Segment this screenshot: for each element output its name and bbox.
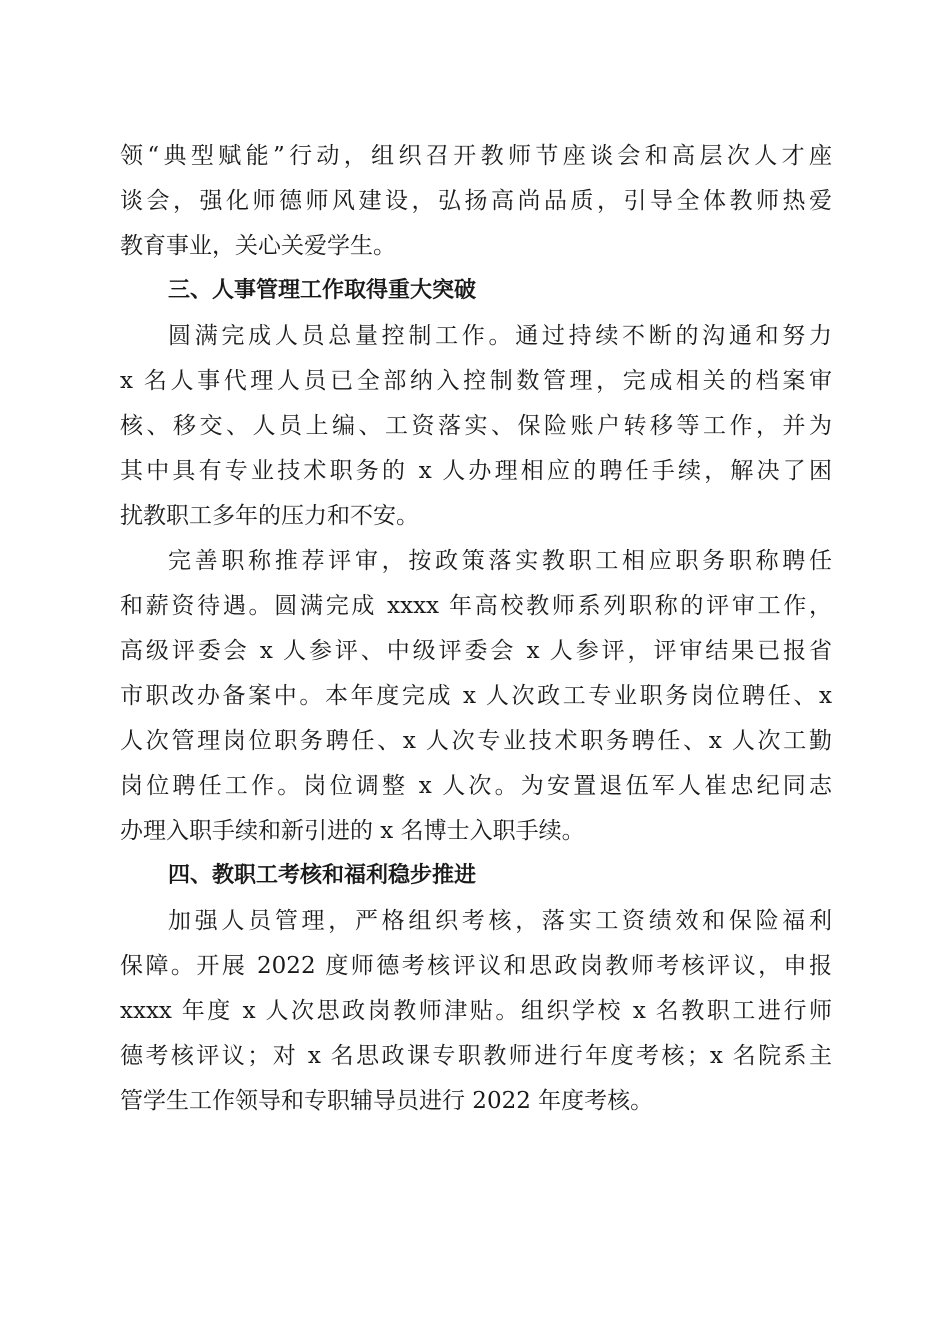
body-line: 市职改办备案中。本年度完成 x 人次政工专业职务岗位聘任、x: [120, 683, 832, 709]
body-line: 高级评委会 x 人参评、中级评委会 x 人参评，评审结果已报省: [120, 638, 832, 664]
section-heading: 四、教职工考核和福利稳步推进: [168, 863, 477, 888]
body-line: 谈会，强化师德师风建设，弘扬高尚品质，引导全体教师热爱: [120, 188, 832, 214]
body-line: 圆满完成人员总量控制工作。通过持续不断的沟通和努力: [168, 323, 832, 349]
body-line: 保障。开展 2022 度师德考核评议和思政岗教师考核评议，申报: [120, 953, 832, 979]
body-line: 核、移交、人员上编、工资落实、保险账户转移等工作，并为: [120, 413, 832, 439]
body-line: 办理入职手续和新引进的 x 名博士入职手续。: [120, 818, 585, 844]
body-line: 教育事业，关心关爱学生。: [120, 233, 396, 259]
body-line: 德考核评议；对 x 名思政课专职教师进行年度考核；x 名院系主: [120, 1043, 832, 1069]
body-line: xxxx 年度 x 人次思政岗教师津贴。组织学校 x 名教职工进行师: [120, 998, 832, 1024]
body-line: 领“典型赋能”行动，组织召开教师节座谈会和高层次人才座: [120, 143, 832, 169]
body-line: 岗位聘任工作。岗位调整 x 人次。为安置退伍军人崔忠纪同志: [120, 773, 832, 799]
body-line: 人次管理岗位职务聘任、x 人次专业技术职务聘任、x 人次工勤: [120, 728, 832, 754]
body-line: 扰教职工多年的压力和不安。: [120, 503, 419, 529]
body-line: 其中具有专业技术职务的 x 人办理相应的聘任手续，解决了困: [120, 458, 832, 484]
body-line: 加强人员管理，严格组织考核，落实工资绩效和保险福利: [168, 908, 832, 934]
body-line: 和薪资待遇。圆满完成 xxxx 年高校教师系列职称的评审工作，: [120, 593, 832, 619]
body-line: 管学生工作领导和专职辅导员进行 2022 年度考核。: [120, 1088, 654, 1114]
body-line: x 名人事代理人员已全部纳入控制数管理，完成相关的档案审: [120, 368, 832, 394]
section-heading: 三、人事管理工作取得重大突破: [168, 278, 477, 303]
body-line: 完善职称推荐评审，按政策落实教职工相应职务职称聘任: [168, 548, 832, 574]
